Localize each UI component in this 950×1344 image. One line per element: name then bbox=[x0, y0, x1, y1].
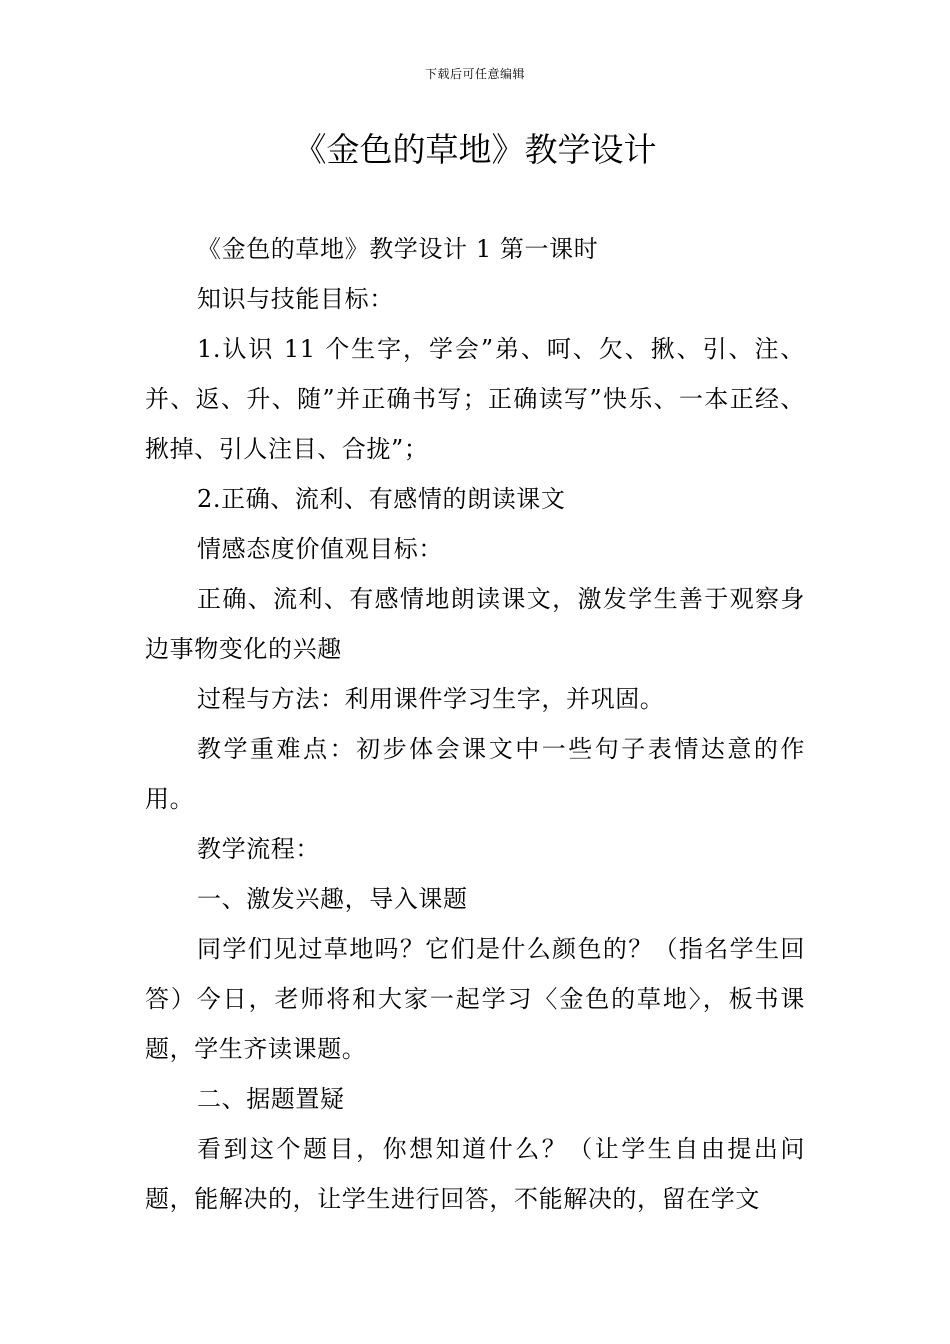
paragraph-step-2-heading: 二、据题置疑 bbox=[197, 1085, 345, 1113]
paragraph-step-1-body: 同学们见过草地吗？它们是什么颜色的？（指名学生回答）今日，老师将和大家一起学习〈金色的草地〉，板书课题，学生齐读课题。 bbox=[145, 935, 805, 1063]
document-body bbox=[145, 224, 805, 1224]
paragraph-step-1-heading: 一、激发兴趣，导入课题 bbox=[197, 885, 468, 913]
header-note: 下载后可任意编辑 bbox=[424, 67, 525, 81]
paragraph-goal-1: 1.认识 11 个生字，学会”弟、呵、欠、揪、引、注、并、返、升、随”并正确书写；正确读写”快乐、一本正经、揪掉、引人注目、合拢”； bbox=[145, 335, 805, 463]
paragraph-flow-heading: 教学流程： bbox=[197, 835, 320, 863]
paragraph-emotion-goal-heading: 情感态度价值观目标： bbox=[197, 535, 443, 563]
paragraph-emotion-goal: 正确、流利、有感情地朗读课文，激发学生善于观察身边事物变化的兴趣 bbox=[145, 585, 805, 663]
paragraph-knowledge-goal-heading: 知识与技能目标： bbox=[197, 285, 394, 313]
paragraph-process-method: 过程与方法：利用课件学习生字，并巩固。 bbox=[197, 685, 665, 713]
paragraph-goal-2: 2.正确、流利、有感情的朗读课文 bbox=[197, 485, 566, 513]
document-title: 《金色的草地》教学设计 bbox=[293, 130, 657, 169]
paragraph-step-2-body: 看到这个题目，你想知道什么？（让学生自由提出问题，能解决的，让学生进行回答，不能解决的，留在学文 bbox=[145, 1135, 805, 1213]
paragraph-lesson-heading: 《金色的草地》教学设计 1 第一课时 bbox=[197, 235, 599, 263]
paragraph-key-difficulty: 教学重难点：初步体会课文中一些句子表情达意的作用。 bbox=[145, 735, 805, 813]
